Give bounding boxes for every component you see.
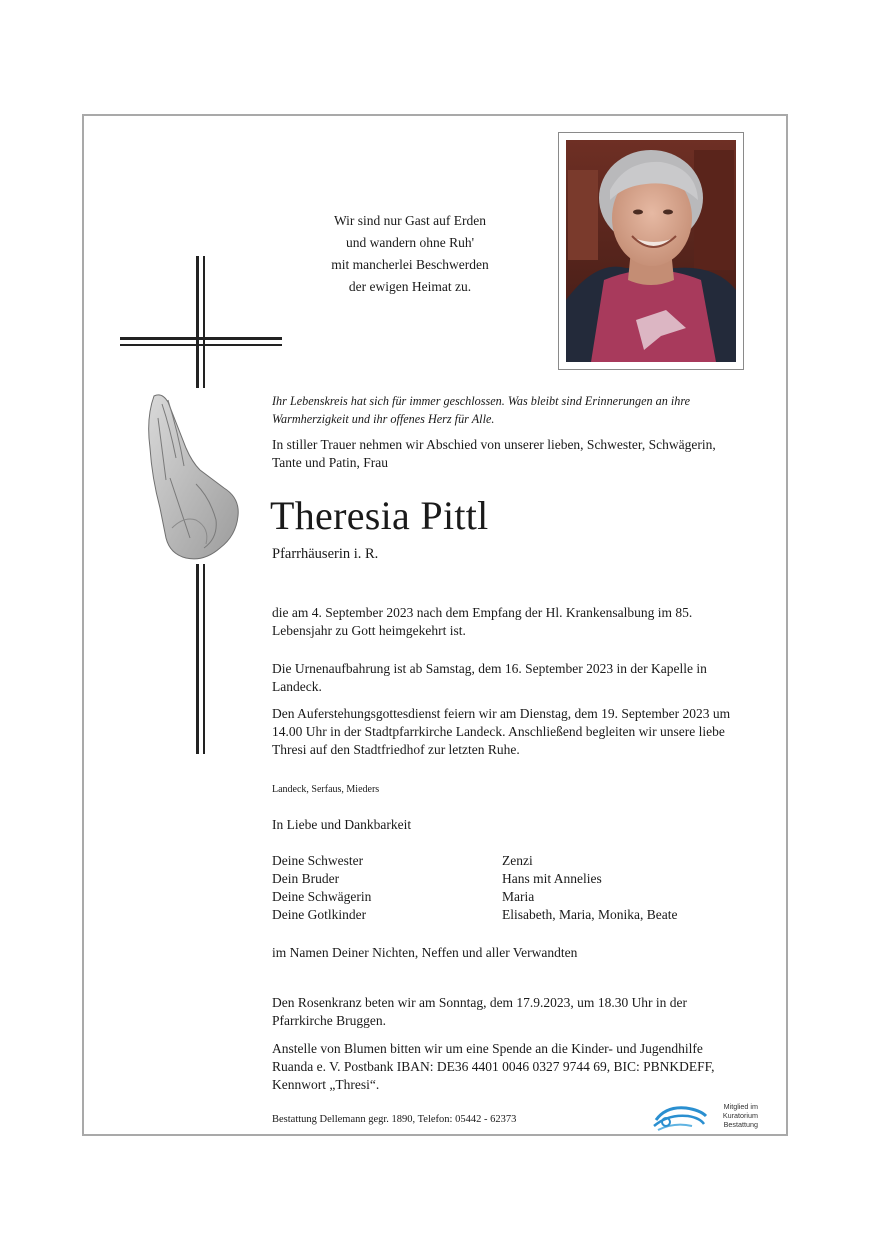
places: Landeck, Serfaus, Mieders	[272, 784, 380, 795]
portrait-frame	[558, 132, 744, 370]
mourner-names: Maria	[502, 889, 535, 904]
memorial-quote: Ihr Lebenskreis hat sich für immer geschlossen. Was bleibt sind Erinnerungen an ihre Warmherzigkeit und ihr offenes Herz für Alle.	[272, 394, 691, 426]
poem-line: der ewigen Heimat zu.	[348, 279, 472, 294]
cross-horizontal-line	[120, 344, 282, 346]
mourner-relation: Deine Schwägerin	[272, 889, 372, 904]
logo-line: Kuratorium Bestattung	[722, 1111, 758, 1129]
intro-text: In stiller Trauer nehmen wir Abschied von unserer lieben, Schwester, Schwägerin, Tante und Patin, Frau	[272, 437, 716, 470]
poem-line: mit mancherlei Beschwerden	[331, 257, 489, 272]
love-line: In Liebe und Dankbarkeit	[272, 817, 412, 832]
rosary-notice: Den Rosenkranz beten wir am Sonntag, dem 17.9.2023, um 18.30 Uhr in der Pfarrkirche Bruggen.	[272, 995, 688, 1028]
mourner-names: Elisabeth, Maria, Monika, Beate	[502, 907, 678, 922]
cross-horizontal-line	[120, 337, 282, 340]
mourner-relation: Dein Bruder	[272, 871, 340, 886]
deceased-name: Theresia Pittl	[270, 493, 489, 538]
poem	[300, 210, 520, 298]
deceased-title: Pfarrhäuserin i. R.	[272, 546, 379, 562]
viewing-notice: Die Urnenaufbahrung ist ab Samstag, dem 16. September 2023 in der Kapelle in Landeck.	[272, 661, 707, 694]
undertaker-info: Bestattung Dellemann gegr. 1890, Telefon: 05442 - 62373	[272, 1114, 517, 1125]
poem-line: und wandern ohne Ruh'	[345, 235, 475, 250]
service-notice: Den Auferstehungsgottesdienst feiern wir am Dienstag, dem 19. September 2023 um 14.00 Uhr in der Stadtpfarrkirche Landeck. Anschließend begleiten wir unsere liebe Thresi auf den Stadtfriedhof zur letzten Ruhe.	[272, 706, 731, 757]
mourner-names: Hans mit Annelies	[502, 871, 602, 886]
praying-hands-icon	[140, 388, 252, 566]
donation-notice: Anstelle von Blumen bitten wir um eine Spende an die Kinder- und Jugendhilfe Ruanda e. V. Postbank IBAN: DE36 4401 0046 0327 9744 69, BIC: PBNKDEFF, Kennwort „Thresi“.	[272, 1041, 715, 1092]
mourner-relation: Deine Gotlkinder	[272, 907, 367, 922]
logo-line: Mitglied im	[723, 1102, 758, 1111]
mourner-relation: Deine Schwester	[272, 853, 364, 868]
mourner-names: Zenzi	[502, 853, 533, 868]
portrait-photo	[566, 140, 736, 362]
death-notice: die am 4. September 2023 nach dem Empfang der Hl. Krankensalbung im 85. Lebensjahr zu Gott heimgekehrt ist.	[272, 605, 693, 638]
logo-caption	[700, 1102, 758, 1129]
relatives-line: im Namen Deiner Nichten, Neffen und aller Verwandten	[272, 945, 578, 960]
poem-line: Wir sind nur Gast auf Erden	[333, 213, 487, 228]
